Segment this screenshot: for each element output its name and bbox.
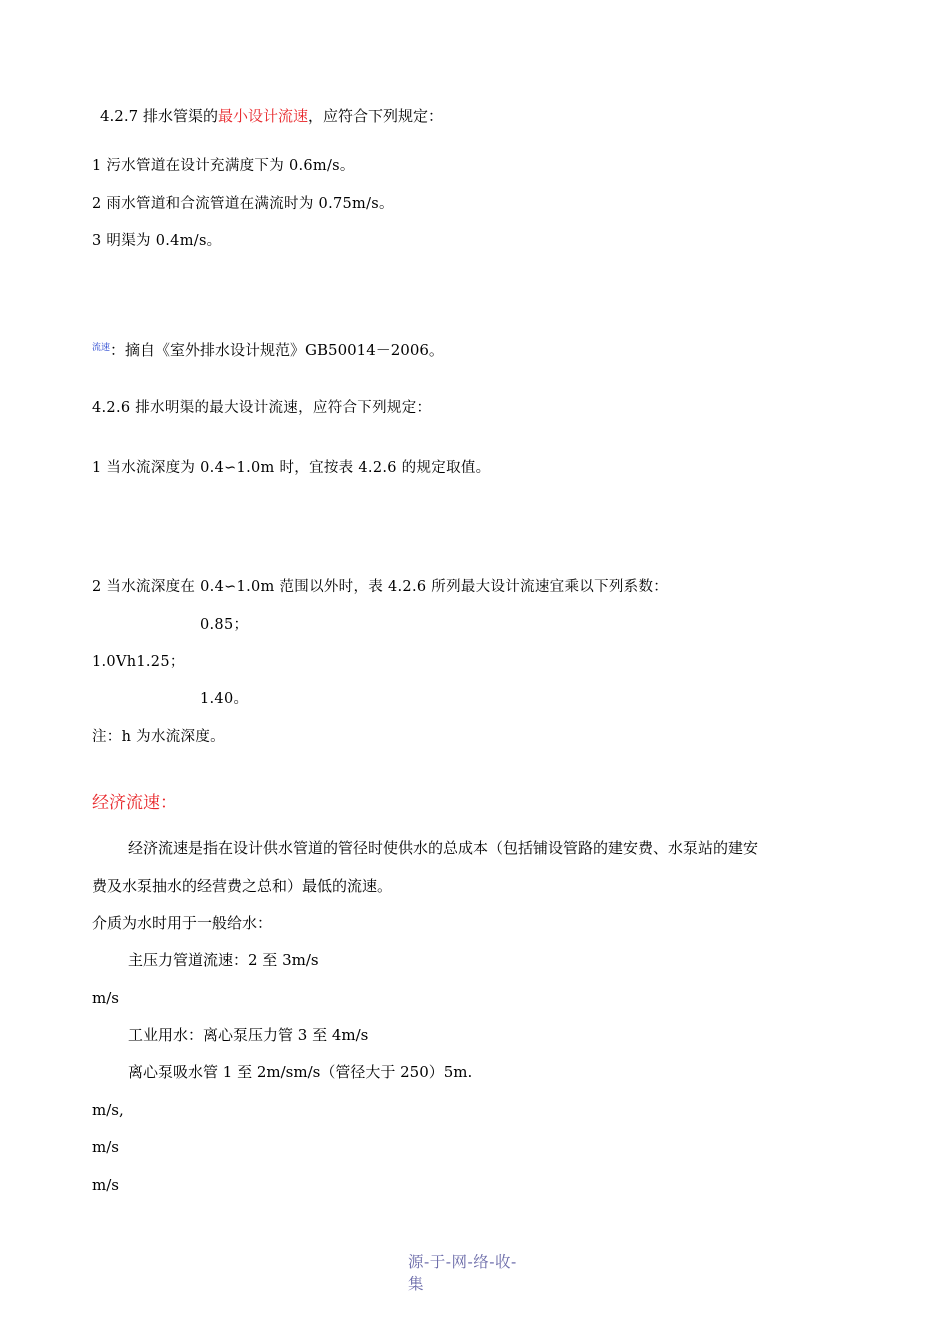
section-427-text-before: 排水管渠的 xyxy=(142,107,218,125)
depth-note: 注：h 为水流深度。 xyxy=(92,729,225,745)
economic-para-line-1: 经济流速是指在设计供水管道的管径时使供水的总成本（包括铺设管路的建安费、水泵站的建安 xyxy=(128,839,759,857)
coefficient-3: 1.40。 xyxy=(200,691,249,707)
section-427-text-after: ，应符合下列规定： xyxy=(307,107,443,125)
coefficient-2: 1.0Vh1.25； xyxy=(92,654,185,670)
suction-line: 离心泵吸水管 1 至 2m/sm/s（管径大于 250）5m. xyxy=(128,1063,473,1081)
section-426-item-1: 1 当水流深度为 0.4∽1.0m 时，宜按表 4.2.6 的规定取值。 xyxy=(92,460,491,476)
footer-watermark: 源-于-网-络-收-集 xyxy=(408,1253,517,1293)
section-427-line xyxy=(100,106,443,126)
source-note-tag: 流速 xyxy=(92,343,111,353)
unit-line-4: m/s xyxy=(92,1176,119,1194)
coefficient-1: 0.85； xyxy=(200,617,249,633)
section-426-title: 4.2.6 排水明渠的最大设计流速，应符合下列规定： xyxy=(92,400,432,416)
unit-line-2: m/s, xyxy=(92,1101,124,1119)
min-item-1: 1 污水管道在设计充满度下为 0.6m/s。 xyxy=(92,158,355,174)
industrial-line: 工业用水：离心泵压力管 3 至 4m/s xyxy=(128,1026,369,1044)
unit-line-3: m/s xyxy=(92,1138,119,1156)
min-item-3: 3 明渠为 0.4m/s。 xyxy=(92,233,222,249)
min-item-2: 2 雨水管道和合流管道在满流时为 0.75m/s。 xyxy=(92,196,394,212)
main-pressure-line: 主压力管道流速：2 至 3m/s xyxy=(128,951,319,969)
economic-para-line-2: 费及水泵抽水的经营费之总和）最低的流速。 xyxy=(92,877,393,895)
section-426-item-2: 2 当水流深度在 0.4∽1.0m 范围以外时，表 4.2.6 所列最大设计流速宜乘以下列系数： xyxy=(92,579,669,595)
source-note-text: ：摘自《室外排水设计规范》GB50014－2006。 xyxy=(110,341,444,359)
section-427-number: 4.2.7 xyxy=(100,107,139,125)
source-note xyxy=(92,338,444,360)
economic-heading: 经济流速： xyxy=(92,793,177,813)
unit-line-1: m/s xyxy=(92,989,119,1007)
medium-line: 介质为水时用于一般给水： xyxy=(92,914,273,932)
section-427-highlight: 最小设计流速 xyxy=(217,107,308,125)
